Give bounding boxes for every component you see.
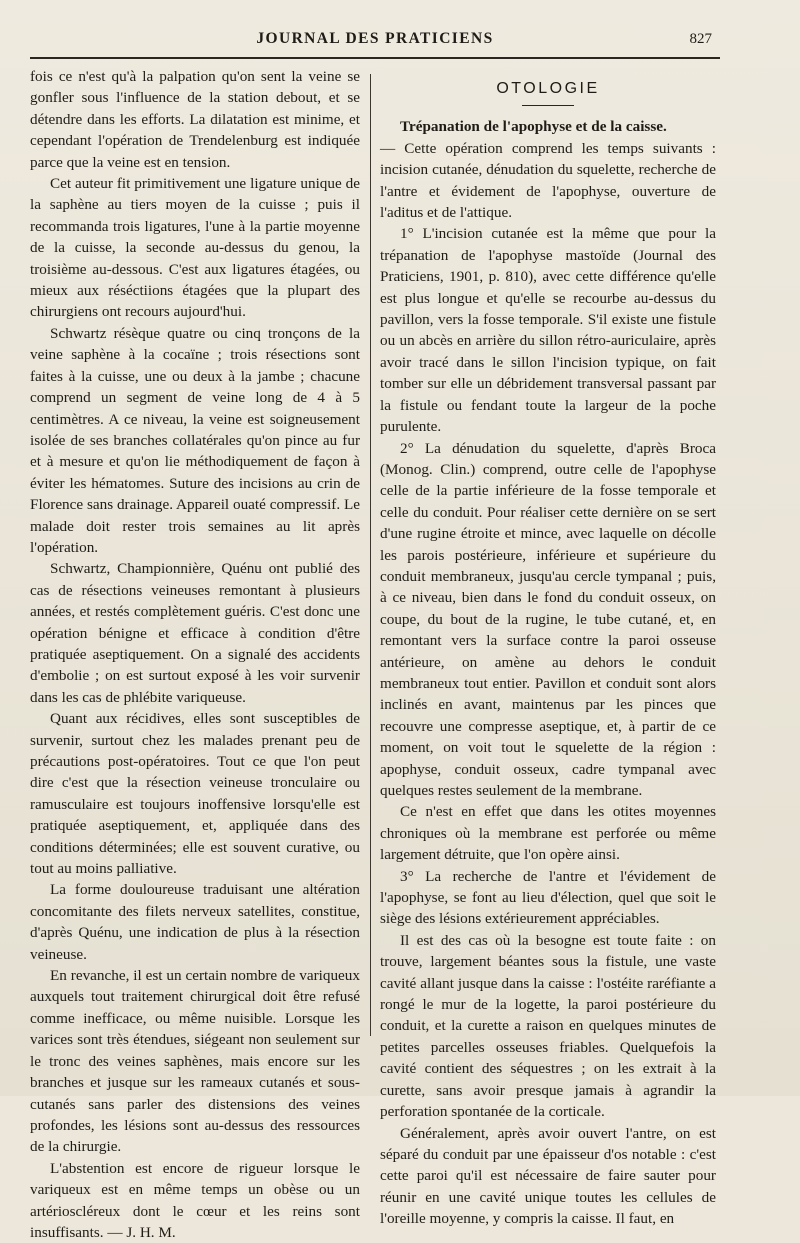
left-paragraph-3: Schwartz résèque quatre ou cinq tronçons de la veine saphène à la cocaïne ; trois résections sont faites à la cuisse, une ou deux à la jambe ; chacune comprend un segment de veine long de 4 à 5 centimètres. A ce niveau, la veine est soigneusement isolée de ses branches collatérales qu'on pince au fur et à mesure et qu'on lie méthodiquement de façon à éviter les hématomes. Suture des incisions au crin de Florence sans drainage. Appareil ouaté compressif. Le malade doit rester trois semaines au lit après l'opération.: [30, 324, 360, 556]
right-paragraph-2: 1° L'incision cutanée est la même que pour la trépanation de l'apophyse mastoïde (Journal des Praticiens, 1901, p. 810), avec cette différence qu'elle est plus longue et qu'elle se recourbe au-dessus du pavillon, vers la fosse temporale. S'il existe une fistule ou un abcès en arrière du sillon rétro-auriculaire, après avoir tracé dans le sillon l'incision typique, on fait tomber sur elle un débridement transversal passant par la fistule ou fendant toute la largeur de la poche purulente.: [380, 225, 716, 436]
left-paragraph-2: Cet auteur fit primitivement une ligature unique de la saphène au tiers moyen de la cuisse ; puis il recommanda trois ligatures, l'une à la partie moyenne de la cuisse, la seconde au-dessus du genou, la troisième au-dessous. C'est aux ligatures étagées, ou mieux aux réséctiions étagées que la plupart des chirurgiens ont recours aujourd'hui.: [30, 175, 360, 321]
right-column: [380, 66, 716, 1230]
right-paragraph-1: — Cette opération comprend les temps suivants : incision cutanée, dénudation du squelette, recherche de l'antre et évidement de l'apophyse, ouverture de l'aditus et de l'attique.: [380, 139, 716, 222]
section-rule: [522, 105, 574, 106]
left-paragraph-1: fois ce n'est qu'à la palpation qu'on sent la veine se gonfler sous l'influence de la station debout, et se détendre dans les efforts. La dilatation est minime, et cependant l'opération de Trendelenburg est indiquée parce que la veine est en tension.: [30, 68, 360, 171]
article-title: Trépanation de l'apophyse et de la caisse.: [400, 118, 667, 136]
header-rule: [30, 57, 720, 59]
left-paragraph-5: Quant aux récidives, elles sont susceptibles de survenir, surtout chez les malades prenant peu de précautions post-opératoires. Tout ce que l'on peut dire c'est que la résection veineuse tronculaire ou ramusculaire est toujours inoffensive lorsqu'elle est pratiquée aseptiquement, et, appliquée dans des conditions déterminées; elle est souvent curative, ou tout au moins palliative.: [30, 710, 360, 878]
left-paragraph-8: L'abstention est encore de rigueur lorsque le variqueux est en même temps un obèse ou un artérioscléreux dont le cœur et les reins sont insuffisants. — J. H. M.: [30, 1159, 360, 1241]
page-header: [30, 30, 720, 52]
right-paragraph-5: 3° La recherche de l'antre et l'évidement de l'apophyse, se font au lieu d'élection, quel que soit le siège des lésions extérieurement appréciables.: [380, 867, 716, 928]
left-paragraph-6: La forme douloureuse traduisant une altération concomitante des filets nerveux satellites, constitue, d'après Quénu, une indication de plus à la résection veineuse.: [30, 881, 360, 963]
right-paragraph-7: Généralement, après avoir ouvert l'antre, on est séparé du conduit par une épaisseur d'os notable : c'est cette paroi qu'il est nécessaire de faire sauter pour réunir en une cavité unique toutes les cellules de l'oreille moyenne, y compris la caisse. Il faut, en: [380, 1124, 716, 1228]
page-number: 827: [689, 31, 712, 47]
journal-title: JOURNAL DES PRATICIENS: [256, 30, 494, 47]
section-title: OTOLOGIE: [496, 80, 600, 97]
column-divider: [370, 74, 371, 1036]
right-paragraph-6: Il est des cas où la besogne est toute faite : on trouve, largement béantes sous la fistule, une vaste cavité allant jusque dans la caisse : l'ostéite raréfiante a rongé le mur de la logette, la paroi postérieure du conduit, et la curette a raison en quelques minutes de petites parcelles osseuses friables. Quelquefois la cavité contient des séquestres ; on les extrait à la curette, sans avoir presque jamais à agrandir la perforation spontanée de la corticale.: [380, 931, 716, 1121]
right-paragraph-3: 2° La dénudation du squelette, d'après Broca (Monog. Clin.) comprend, outre celle de l'apophyse celle de la partie inférieure de la fosse temporale et celle du conduit. Pour réaliser cette dernière on se sert d'une rugine étroite et mince, avec laquelle on décolle les parois postérieure, inférieure et supérieure du conduit membraneux, jusqu'au cercle tympanal ; puis, à ce niveau, bien dans le fond du conduit osseux, on coupe, du bout de la rugine, le tube cutané, et, en remontant vers la surface contre la paroi osseuse antérieure, on amène au dehors le conduit membraneux tout entier. Pavillon et conduit sont alors inclinés en avant, maintenus par les pinces que recouvre une compresse aseptique, et, à partir de ce moment, on voit tout le squelette de la région : apophyse, conduit osseux, cadre tympanal avec quelques restes seulement de la membrane.: [380, 439, 716, 799]
right-paragraph-4: Ce n'est en effet que dans les otites moyennes chroniques où la membrane est perforée ou même largement détruite, que l'on opère ainsi.: [380, 803, 716, 864]
left-paragraph-4: Schwartz, Championnière, Quénu ont publié des cas de résections veineuses remontant à plusieurs années, et restés complètement guéris. C'est donc une opération bénigne et efficace à condition d'être pratiquée aseptiquement. On a signalé des accidents d'embolie ; on est surtout exposé à les voir survenir dans les cas de phlébite variqueuse.: [30, 560, 360, 706]
left-column: [30, 66, 360, 1243]
left-paragraph-7: En revanche, il est un certain nombre de variqueux auxquels tout traitement chirurgical doit être refusé comme inefficace, ou même nuisible. Lorsque les varices sont très étendues, siégeant non seulement sur le tronc des veines saphènes, mais encore sur les branches et jusque sur les rameaux cutanés et sous-cutanés sans parler des distensions des veines profondes, les lésions sont au-dessus des ressources de la chirurgie.: [30, 967, 360, 1156]
